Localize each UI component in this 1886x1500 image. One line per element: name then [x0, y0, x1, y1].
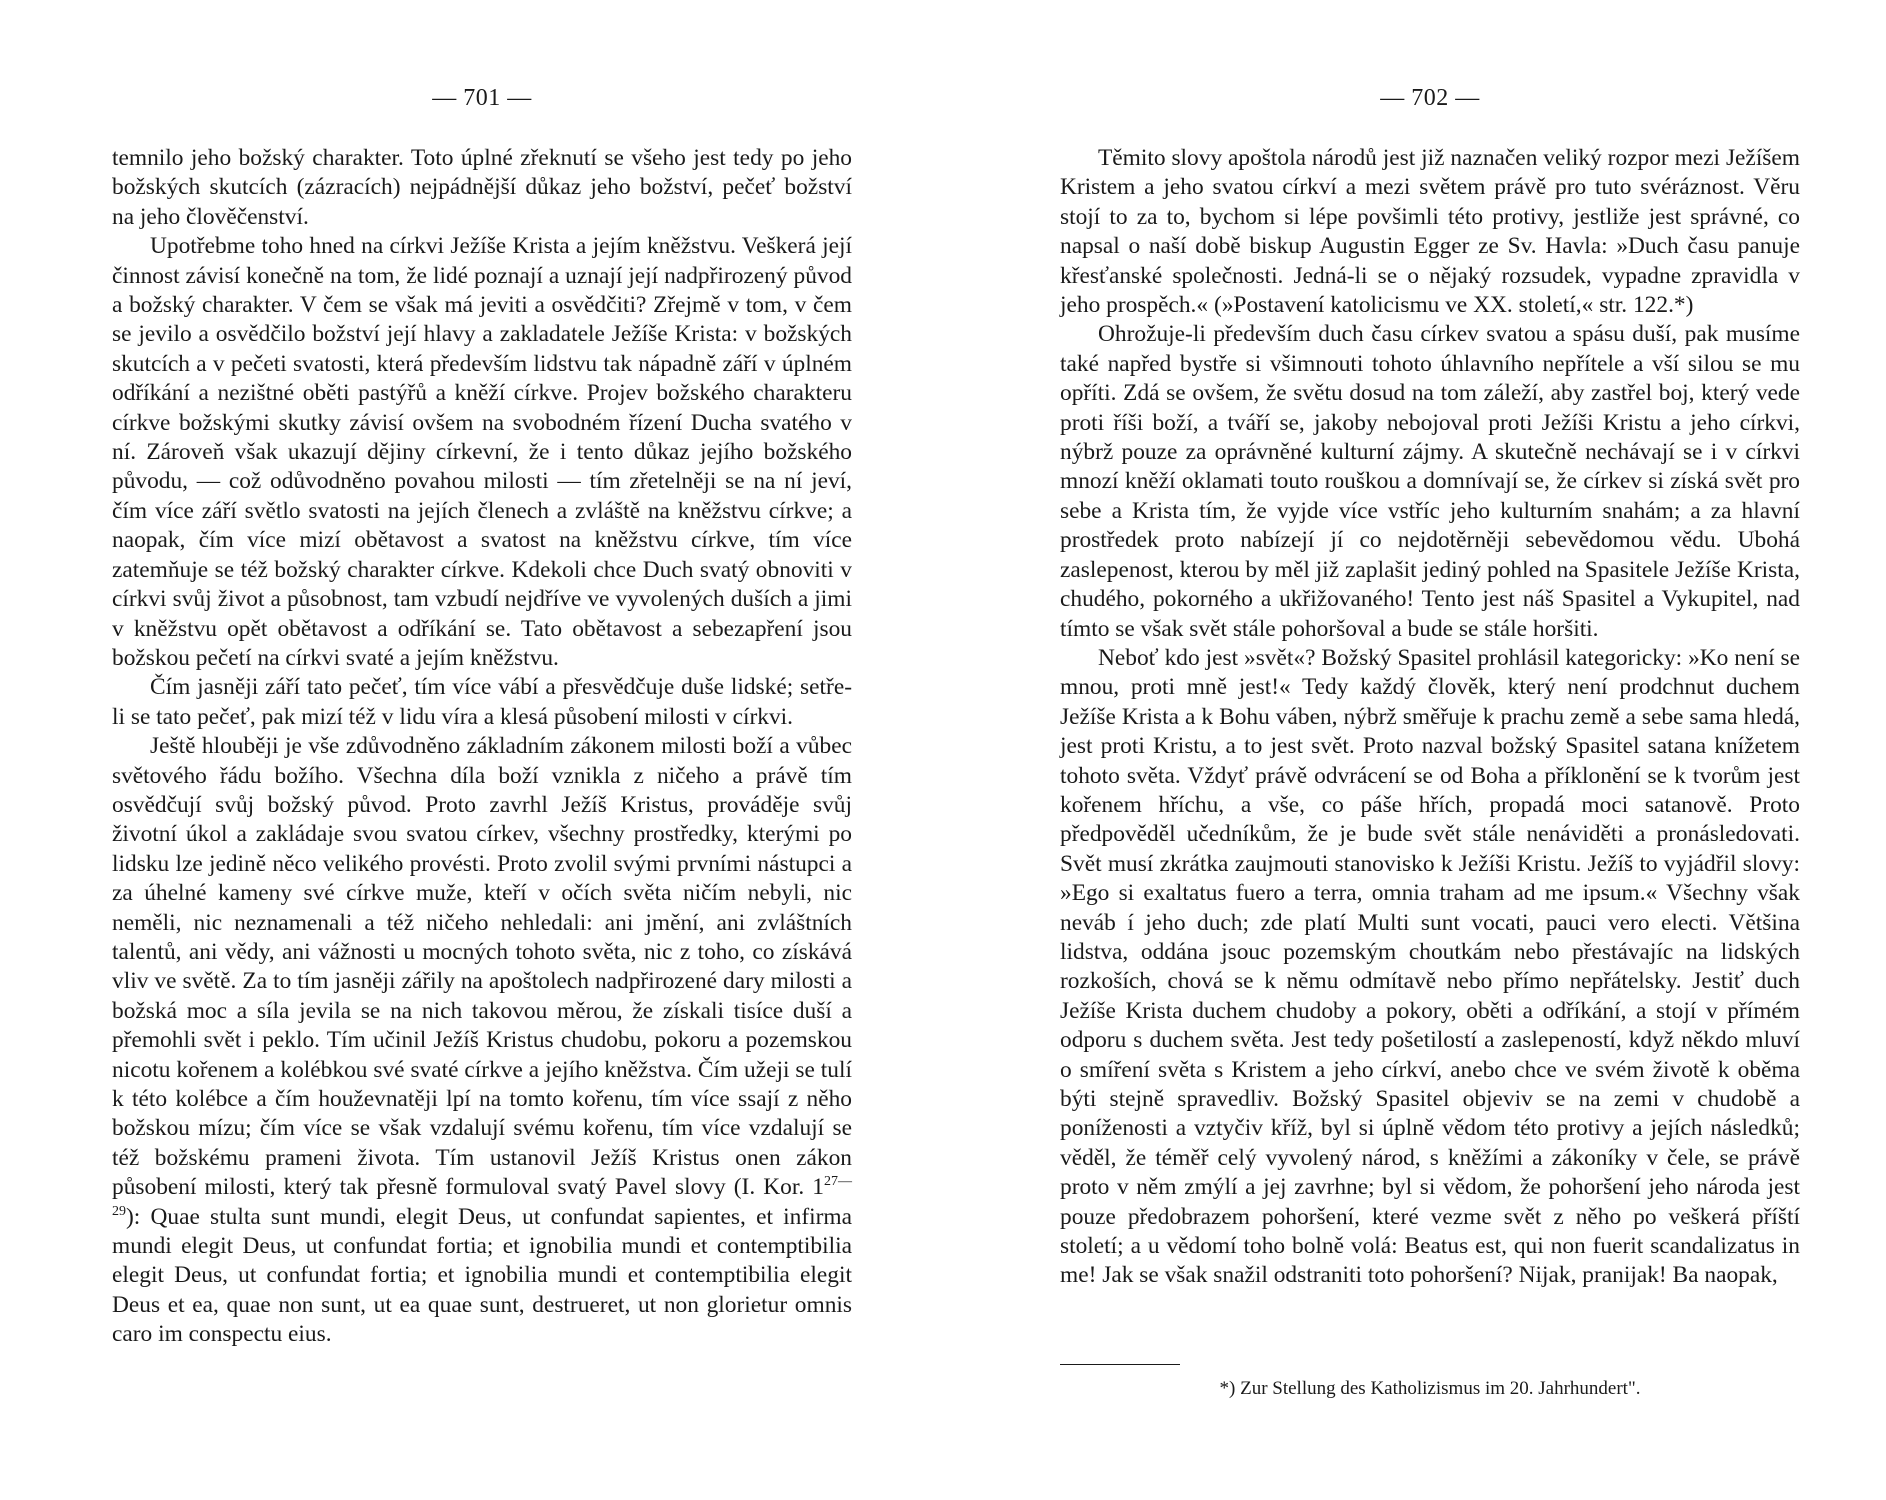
paragraph: Neboť kdo jest »svět«? Božský Spasitel prohlásil kategoricky: »Ko není se mnou, proti mně jest!« Tedy každý člověk, který není prodchnut duchem Ježíše Krista a k Bohu váben, nýbrž směřuje k prachu země a sebe sama hledá, jest proti Kristu, a to jest svět. Proto nazval božský Spasitel satana knížetem tohoto světa. Vždyť právě odvrácení se od Boha a příklonění se k tvorům jest kořenem hříchu, a vše, co páše hřích, propadá moci satanově. Proto předpověděl učedníkům, že je bude svět stále nenáviděti a pronásledovati. Svět musí zkrátka zaujmouti stanovisko k Ježíši Kristu. Ježíš to vyjádřil slovy: »Ego si exaltatus fuero a terra, omnia traham ad me ipsum.« Všechny však neváb í jeho duch; zde platí Multi sunt vocati, pauci vero electi. Většina lidstva, oddána jsouc pozemským choutkám nebo přestávajíc na lidských rozkoších, chová se k němu odmítavě nebo přímo nepřátelsky. Jestiť duch Ježíše Krista duchem chudoby a pokory, oběti a odříkání, a stojí v přímém odporu s duchem světa. Jest tedy pošetilostí a zaslepeností, když někdo mluví o smíření světa s Kristem a jeho církví, anebo chce ve svém životě k oběma býti stejně spravedliv. Božský Spasitel objeviv se na zemi v chudobě a poníženosti a vztyčiv kříž, byl si úplně vědom této protivy a jejích následků; věděl, že téměř celý vyvolený národ, s kněžími a zákoníky v čele, se právě proto v něm zmýlí a jej zavrhne; byl si vědom, že pohoršení jeho národa jest pouze předobrazem pohoršení, které vezme svět z něho po veškerá příští století; a u vědomí toho bolně volá: Beatus est, qui non fuerit scandalizatus in me! Jak se však snažil odstraniti toto pohoršení? Nijak, pranijak! Ba naopak, — [1060, 644, 1800, 1289]
page-text — [1060, 144, 1800, 1291]
left-page — [112, 0, 852, 1500]
paragraph: temnilo jeho božský charakter. Toto úplné zřeknutí se všeho jest tedy po jeho božských skutcích (zázracích) nejpádnější důkaz jeho božství, pečeť božství na jeho člověčenství. — [112, 145, 852, 230]
paragraph: Ohrožuje-li především duch času církev svatou a spásu duší, pak musíme také napřed bystře si všimnouti tohoto úhlavního nepřítele a vší silou se mu opříti. Zdá se ovšem, že světu dosud na tom záleží, aby zastřel boj, který vede proti říši boží, a tváří se, jakoby nebojoval proti Ježíši Kristu a jeho církvi, nýbrž pouze za oprávněné kulturní zájmy. A skutečně nechávají se i v církvi mnozí kněží oklamati touto rouškou a domnívají se, že církev si získá svět pro sebe a Krista tím, že vyjde více vstříc jeho kulturním snahám; a za hlavní prostředek proto nabízejí jí co nejdotěrněji sebevědomou vědu. Ubohá zaslepenost, kterou by měl již zaplašit jediný pohled na Spasitele Ježíše Krista, chudého, pokorného a ukřižovaného! Tento jest náš Spasitel a Vykupitel, nad tímto se však svět stále pohoršoval a bude se stále horšiti. — [1060, 321, 1800, 642]
right-page — [1060, 0, 1800, 1500]
footnote: *) Zur Stellung des Katholizismus im 20. Jahrhundert". — [1219, 1378, 1641, 1399]
paragraph: Těmito slovy apoštola národů jest již naznačen veliký rozpor mezi Ježíšem Kristem a jeho svatou církví a mezi světem právě pro tuto svéráznost. Věru stojí to za to, bychom si lépe povšimli této protivy, jestliže jest správné, co napsal o naší době biskup Augustin Egger ze Sv. Havla: »Duch času panuje křesťanské společnosti. Jedná-li se o nějaký rozsudek, vypadne zpravidla v jeho prospěch.« (»Postavení katolicismu ve XX. století,« str. 122.*) — [1060, 145, 1800, 319]
citation-superscript: 27—29 — [112, 1174, 852, 1219]
paragraph — [112, 732, 852, 1350]
paragraph: Upotřebme toho hned na církvi Ježíše Krista a jejím kněžstvu. Veškerá její činnost závisí konečně na tom, že lidé poznají a uznají její nadpřirozený původ a božský charakter. V čem se však má jeviti a osvědčiti? Zřejmě v tom, v čem se jevilo a osvědčilo božství její hlavy a zakladatele Ježíše Krista: v božských skutcích a v pečeti svatosti, která především lidstvu tak nápadně září v úplném odříkání a nezištné oběti pastýřů a kněží církve. Projev božského charakteru církve božskými skutky závisí ovšem na svobodném řízení Ducha svatého v ní. Zároveň však ukazují dějiny církevní, že i tento důkaz jejího božského původu, — což odůvodněno povahou milosti — tím zřetelněji se na ní jeví, čím více září světlo svatosti na jejích členech a zvláště na kněžstvu církve; a naopak, čím více mizí obětavost a svatost na kněžstvu církve, tím více zatemňuje se též božský charakter církve. Kdekoli chce Duch svatý obnoviti v církvi svůj život a působnost, tam vzbudí nejdříve ve vyvolených duších a jimi v kněžstvu opět obětavost a odříkání se. Tato obětavost a sebezapření jsou božskou pečetí na církvi svaté a jejím kněžstvu. — [112, 233, 852, 671]
footnote-divider — [1060, 1364, 1180, 1365]
page-text — [112, 144, 852, 1350]
page-number: — 701 — — [432, 85, 532, 111]
paragraph-text: ): Quae stulta sunt mundi, elegit Deus, ut confundat sapientes, et infirma mundi elegit Deus, ut confundat fortia; et ignobilia mundi et contemptibilia elegit Deus, ut confundat fortia; et ignobilia mundi et contemptibilia elegit Deus et ea, quae non sunt, ut ea quae sunt, destrueret, ut non glorietur omnis caro im conspectu eius. — [112, 1203, 852, 1348]
paragraph-text: Ještě hlouběji je vše zdůvodněno základním zákonem milosti boží a vůbec světového řádu božího. Všechna díla boží vznikla z ničeho a právě tím osvědčují svůj božský původ. Proto zavrhl Ježíš Kristus, prováděje svůj životní úkol a zakládaje svou svatou církev, všechny prostředky, kterými po lidsku lze jedině něco velikého provésti. Proto zvolil svými prvními nástupci a za úhelné kameny své církve muže, kteří v očích světa ničím nebyli, nic neměli, nic neznamenali a též ničeho nehledali: ani jmění, ani zvláštních talentů, ani vědy, ani vážnosti u mocných tohoto světa, nic z toho, co získává vliv ve světě. Za to tím jasněji zářily na apoštolech nadpřirozené dary milosti a božská moc a síla jevila se na nich takovou měrou, že získali tisíce duší a přemohli svět i peklo. Tím učinil Ježíš Kristus chudobu, pokoru a pozemskou nicotu kořenem a kolébkou své svaté církve a jejího kněžstva. Čím užeji se tulí k této kolébce a čím houževnatěji lpí na tomto kořenu, tím více ssají z něho božskou mízu; čím více se však vzdalují svému kořenu, tím více vzdalují se též božskému prameni života. Tím ustanovil Ježíš Kristus onen zákon působení milosti, který tak přesně formuloval svatý Pavel slovy (I. Kor. 1 — [112, 733, 852, 1201]
paragraph: Čím jasněji září tato pečeť, tím více vábí a přesvědčuje duše lidské; setře-li se tato pečeť, pak mizí též v lidu víra a klesá působení milosti v církvi. — [112, 674, 852, 730]
page-number: — 702 — — [1380, 85, 1480, 111]
